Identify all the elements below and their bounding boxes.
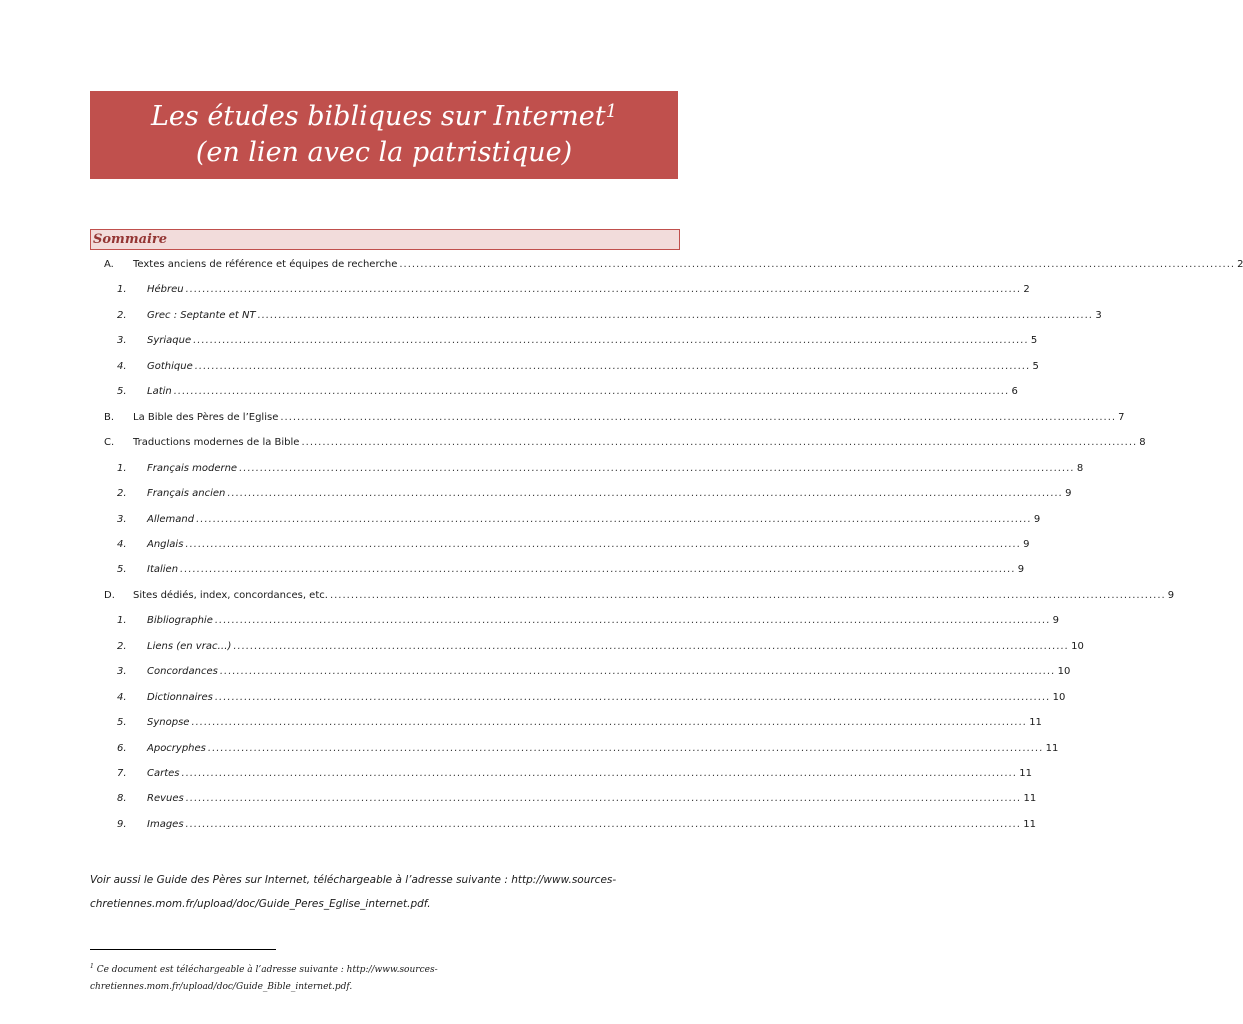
toc-entry[interactable] — [117, 282, 1030, 298]
toc-entry-number: 5. — [117, 717, 127, 729]
toc-entry-number: 4. — [117, 360, 127, 372]
toc-entry[interactable] — [117, 639, 1084, 655]
toc-leader-dots: ........................................................................................................................................................................................................ — [214, 615, 1051, 627]
toc-entry-page: 9 — [1167, 589, 1175, 601]
toc-leader-dots: ........................................................................................................................................................................................................ — [185, 818, 1022, 830]
see-also-note: Voir aussi le Guide des Pères sur Internet, téléchargeable à l’adresse suivante : http://www.sources-chretiennes.mom.fr/upload/doc/Guide_Peres_Eglise_internet.pdf. — [90, 874, 617, 910]
toc-entry-number: A. — [104, 259, 114, 270]
toc-entry-title: Dictionnaires — [147, 691, 213, 703]
toc-leader-dots: ........................................................................................................................................................................................................ — [185, 538, 1022, 550]
toc-entry[interactable] — [117, 766, 1032, 782]
toc-entry-page: 8 — [1139, 437, 1146, 449]
toc-entry-page: 2 — [1237, 259, 1243, 270]
toc-entry-title: Italien — [147, 564, 179, 576]
toc-entry-title: Français ancien — [147, 488, 226, 500]
toc-entry-number: 2. — [117, 488, 127, 500]
toc-entry[interactable] — [117, 715, 1042, 731]
toc-entry-number: 4. — [117, 691, 127, 703]
toc-leader-dots: ........................................................................................................................................................................................................ — [329, 589, 1166, 601]
toc-leader-dots: ........................................................................................................................................................................................................ — [214, 691, 1051, 703]
toc-entry[interactable] — [117, 537, 1030, 553]
toc-entry-number: 5. — [117, 564, 127, 576]
toc-entry-page: 8 — [1076, 462, 1084, 474]
toc-leader-dots: ........................................................................................................................................................................................................ — [180, 564, 1016, 576]
toc-entry-page: 11 — [1023, 818, 1037, 830]
toc-entry-number: 9. — [117, 818, 127, 830]
footnote-text: Ce document est téléchargeable à l’adresse suivante : http://www.sources-chretiennes.mom.fr/upload/doc/Guide_Bible_internet.pdf. — [90, 965, 438, 992]
toc-entry-title: Images — [147, 818, 184, 830]
toc-entry-page: 11 — [1019, 768, 1032, 779]
toc-entry-number: 3. — [117, 513, 127, 525]
title-line-1: Les études bibliques sur Internet$^1$ — [150, 101, 618, 132]
toc-leader-dots: ........................................................................................................................................................................................................ — [399, 259, 1236, 270]
toc-entry-page: 9 — [1052, 615, 1059, 627]
toc-entry[interactable] — [117, 817, 1037, 833]
toc-entry-page: 9 — [1017, 564, 1025, 576]
toc-entry-title: Apocryphes — [147, 742, 206, 754]
toc-entry-page: 10 — [1057, 666, 1071, 678]
toc-entry-page: 3 — [1095, 309, 1102, 321]
toc-entry-number: 8. — [117, 793, 127, 805]
toc-entry-number: 2. — [117, 309, 127, 321]
toc-entry[interactable] — [117, 333, 1038, 349]
toc-entry[interactable] — [117, 562, 1025, 578]
toc-leader-dots: ........................................................................................................................................................................................................ — [185, 284, 1022, 296]
toc-entry-title: Hébreu — [147, 284, 184, 296]
toc-entry-number: 5. — [117, 386, 127, 398]
toc-entry[interactable] — [117, 690, 1066, 706]
toc-entry[interactable] — [117, 359, 1039, 375]
toc-leader-dots: ........................................................................................................................................................................................................ — [219, 666, 1056, 678]
toc-leader-dots: ........................................................................................................................................................................................................ — [196, 513, 1032, 525]
toc-leader-dots: ........................................................................................................................................................................................................ — [185, 793, 1022, 805]
toc-entry-number: C. — [104, 437, 115, 449]
toc-entry-title: Textes anciens de référence et équipes de recherche — [133, 259, 398, 270]
toc-entry-title: Grec : Septante et NT — [147, 309, 256, 321]
toc-leader-dots: ........................................................................................................................................................................................................ — [181, 768, 1018, 779]
toc-entry[interactable] — [104, 588, 1175, 604]
toc-entry-title: Bibliographie — [147, 615, 213, 627]
toc-entry-title: Synopse — [147, 717, 190, 729]
toc-entry-number: 7. — [117, 768, 127, 779]
toc-entry-number: 2. — [117, 640, 127, 652]
toc-entry-title: Traductions modernes de la Bible — [133, 437, 300, 449]
toc-leader-dots: ........................................................................................................................................................................................................ — [233, 640, 1070, 652]
toc-entry-page: 6 — [1011, 386, 1018, 398]
toc-entry-title: Liens (en vrac…) — [147, 640, 232, 652]
toc-entry-page: 11 — [1045, 742, 1059, 754]
toc-entry-page: 11 — [1029, 717, 1042, 729]
toc-entry-title: Latin — [147, 386, 172, 398]
toc-entry-page: 9 — [1033, 513, 1041, 525]
toc-entry-number: 1. — [117, 615, 127, 627]
toc-leader-dots: ........................................................................................................................................................................................................ — [193, 335, 1029, 347]
toc-entry-number: 1. — [117, 462, 127, 474]
toc-entry-title: Revues — [147, 793, 184, 805]
toc-entry[interactable] — [117, 308, 1102, 324]
title-line-2: (en lien avec la patristique) — [195, 137, 573, 168]
toc-entry-title: Anglais — [147, 538, 184, 550]
toc-entry[interactable] — [104, 410, 1125, 426]
toc-leader-dots: ........................................................................................................................................................................................................ — [257, 309, 1094, 321]
toc-leader-dots: ........................................................................................................................................................................................................ — [173, 386, 1010, 398]
toc-entry[interactable] — [117, 512, 1041, 528]
toc-entry-page: 2 — [1023, 284, 1030, 296]
footnote-separator — [90, 949, 276, 950]
toc-entry-page: 9 — [1065, 488, 1072, 500]
toc-entry[interactable] — [117, 741, 1059, 757]
toc-leader-dots: ........................................................................................................................................................................................................ — [301, 437, 1138, 449]
toc-entry-title: Allemand — [147, 513, 195, 525]
toc-entry[interactable] — [104, 257, 1243, 273]
toc-leader-dots: ........................................................................................................................................................................................................ — [191, 717, 1028, 729]
toc-entry[interactable] — [117, 461, 1084, 477]
toc-entry-page: 5 — [1030, 335, 1038, 347]
toc-entry-number: B. — [104, 411, 115, 423]
toc-entry-title: Syriaque — [147, 335, 192, 347]
toc-leader-dots: ........................................................................................................................................................................................................ — [194, 360, 1031, 372]
toc-entry-number: 1. — [117, 284, 127, 296]
toc-leader-dots: ........................................................................................................................................................................................................ — [280, 411, 1117, 423]
toc-entry-number: D. — [104, 589, 115, 601]
toc-entry-title: Français moderne — [147, 462, 238, 474]
toc-entry-page: 5 — [1032, 360, 1039, 372]
toc-entry-number: 3. — [117, 666, 127, 678]
toc-entry[interactable] — [117, 664, 1071, 680]
toc-leader-dots: ........................................................................................................................................................................................................ — [227, 488, 1064, 500]
toc-entry-page: 10 — [1052, 691, 1066, 703]
toc-entry-number: 4. — [117, 538, 127, 550]
toc-entry-title: Concordances — [147, 666, 218, 678]
toc-entry[interactable] — [104, 435, 1146, 451]
toc-heading: Sommaire — [90, 229, 680, 250]
toc-entry-number: 3. — [117, 335, 127, 347]
footnote — [90, 958, 510, 996]
toc-entry-number: 6. — [117, 742, 127, 754]
toc-entry[interactable] — [117, 486, 1072, 502]
toc-leader-dots: ........................................................................................................................................................................................................ — [207, 742, 1044, 754]
footnote-mark: 1 — [90, 963, 94, 970]
toc-entry-page: 11 — [1023, 793, 1037, 805]
toc-entry-title: La Bible des Pères de l’Eglise — [133, 411, 279, 423]
toc-entry-title: Gothique — [147, 360, 193, 372]
toc-entry-title: Cartes — [147, 768, 180, 779]
toc-leader-dots: ........................................................................................................................................................................................................ — [239, 462, 1075, 474]
toc-entry-page: 10 — [1071, 640, 1084, 652]
toc-entry[interactable] — [117, 384, 1018, 400]
toc-entry[interactable] — [117, 791, 1037, 807]
footnote-reference[interactable]: 1 — [605, 101, 618, 122]
document-title — [90, 91, 678, 179]
toc-entry-page: 9 — [1023, 538, 1030, 550]
toc-entry-title: Sites dédiés, index, concordances, etc. — [133, 589, 328, 601]
toc-entry-page: 7 — [1118, 411, 1125, 423]
toc-entry[interactable] — [117, 613, 1059, 629]
